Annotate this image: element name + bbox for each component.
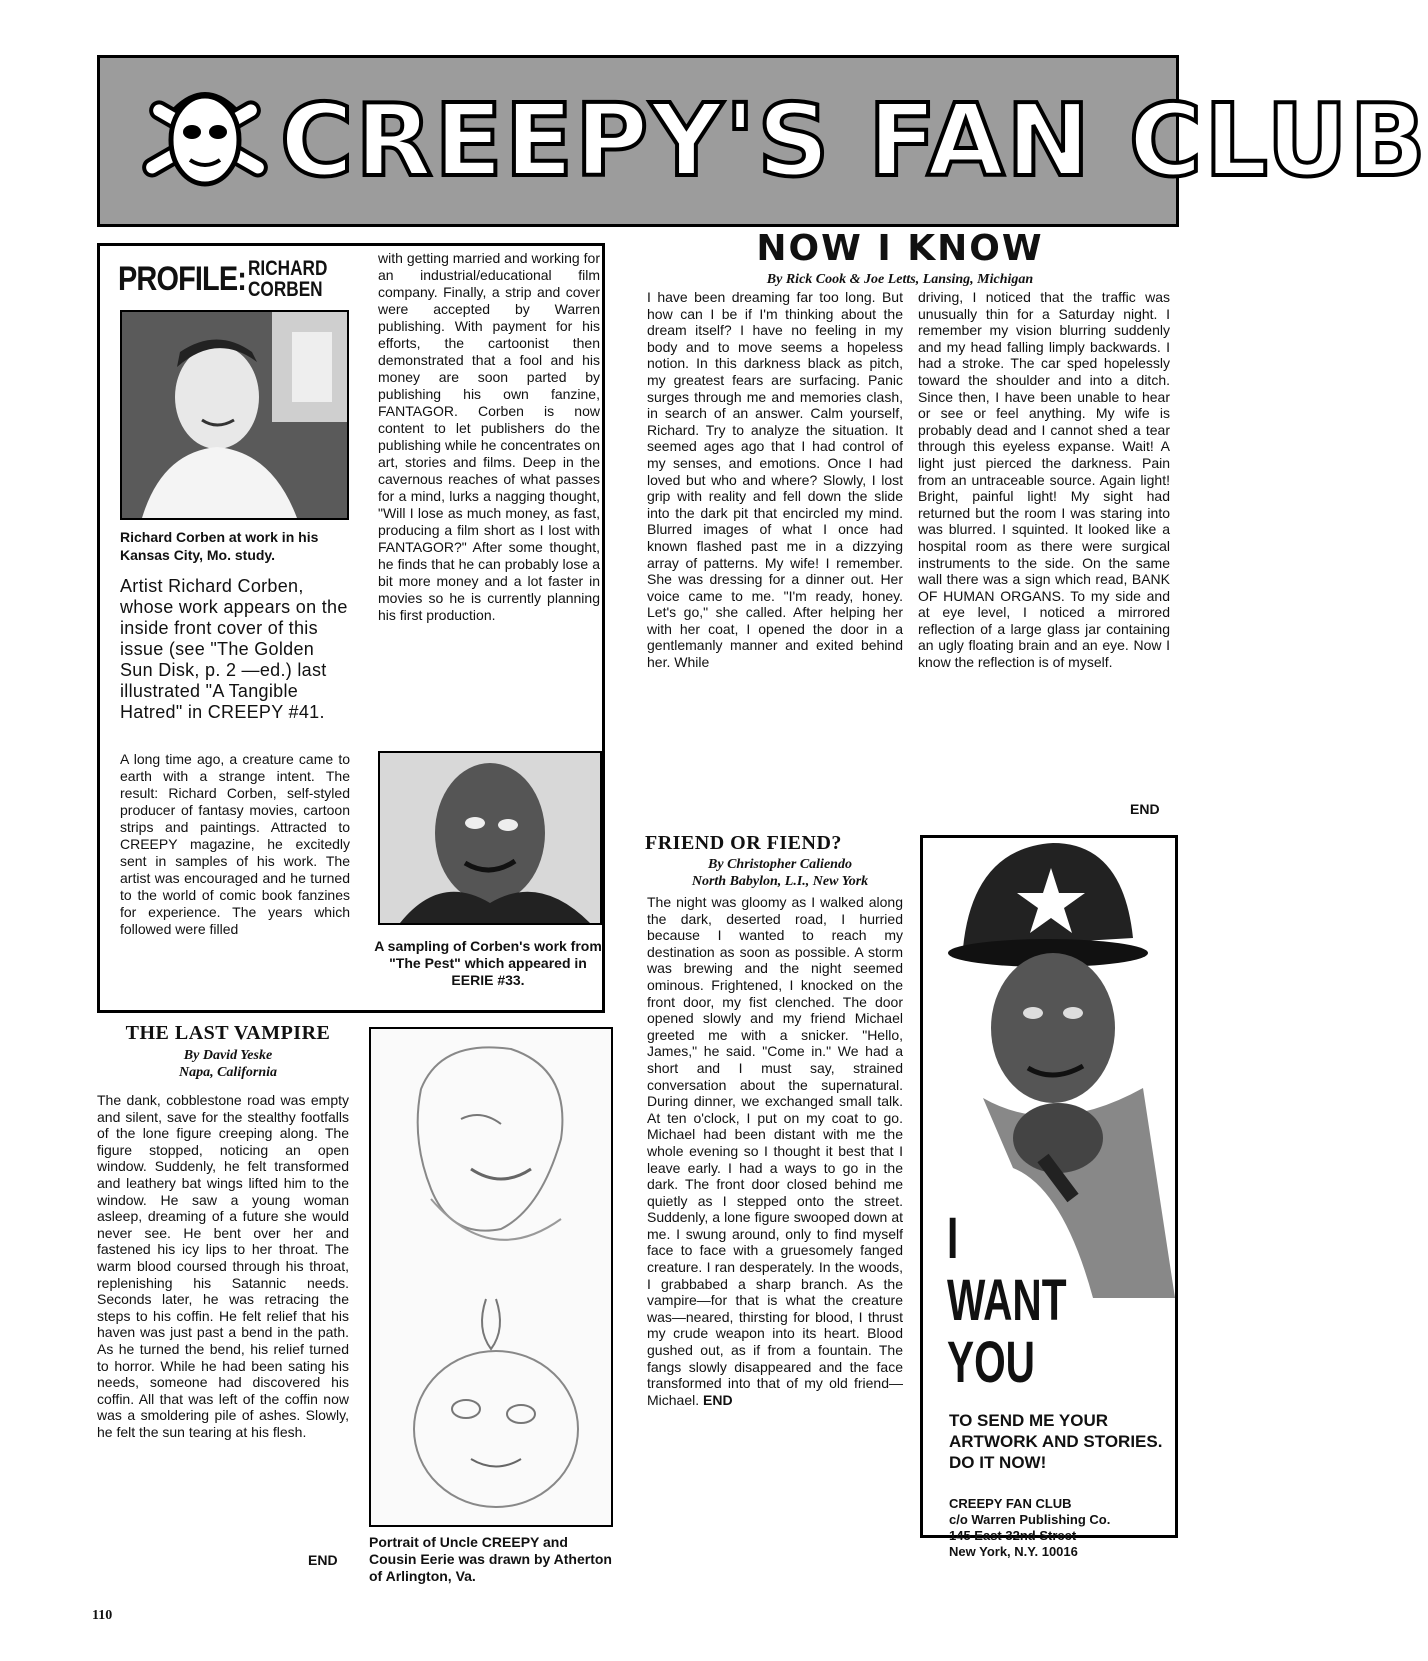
photo-caption: Richard Corben at work in his Kansas City, Mo. study. (120, 529, 319, 563)
last-vampire-place: Napa, California (178, 1065, 277, 1080)
last-vampire-body: The dank, cobblestone road was empty and silent, save for the stealthy footfalls of the lone figure creeping along. The figure stopped, noticing an open window. Suddenly, he felt transformed and leathery bat wings lifted him to the window. He saw a young woman asleep, dreaming of a future she would never see. He bent over her and fastened his icy lips to her throat. The warm blood coursed through his throat, replenishing his Satannic needs. Seconds later, he was retracing the steps to his coffin. He felt relief that his haven was just past a bend in the path. As he turned the bend, his relief turned to horror. While he had been sating his needs, someone had discovered his coffin. All that was left of the coffin now was a smoldering pile of ashes. Slowly, he felt the sun tearing at his flesh. (97, 1092, 349, 1440)
ad-address: CREEPY FAN CLUB c/o Warren Publishing Co. 145 East 32nd Street New York, N.Y. 10016 (949, 1496, 1111, 1559)
friend-or-fiend-author: By Christopher Caliendo (708, 857, 852, 872)
profile-box (97, 243, 605, 1013)
friend-or-fiend-end: END (703, 1391, 733, 1408)
profile-body-col2: with getting married and working for an industrial/educational film company. Finally, a strip and cover were accepted by Warren publishing. With payment for his efforts, the cartoonist then demonstrated that a fool and his money are soon parted by publishing his own fanzine, FANTAGOR. Corben is now content to let publishers do the publishing while he concentrates on art, stories and films. Deep in the cavernous reaches of what passes for a mind, lurks a nagging thought, "Will I lose as much money, as fast, producing a film short as I lost with FANTAGOR?" After some thought, he finds that he can probably lose a bit more money and a lot faster in movies so he is currently planning his first production. (378, 250, 600, 623)
last-vampire-byline (97, 1047, 359, 1081)
skull-crossbones-icon (130, 70, 280, 220)
page-number: 110 (92, 1608, 113, 1623)
last-vampire-end: END (308, 1552, 338, 1568)
now-i-know-byline: By Rick Cook & Joe Letts, Lansing, Michigan (766, 272, 1034, 287)
last-vampire-author: By David Yeske (183, 1048, 273, 1063)
friend-or-fiend-byline (645, 856, 915, 890)
now-i-know-end: END (1130, 801, 1160, 817)
friend-or-fiend-body (647, 894, 903, 1408)
i-want-you-ad (920, 835, 1178, 1559)
banner (97, 55, 1428, 227)
now-i-know-title: NOW I KNOW (756, 228, 1044, 269)
corben-photo (120, 310, 349, 520)
pest-artwork (378, 751, 602, 925)
uncle-creepy-portrait-sketch (369, 1027, 613, 1527)
friend-or-fiend-title: FRIEND OR FIEND? (645, 832, 842, 854)
pest-caption: A sampling of Corben's work from "The Pest" which appeared in EERIE #33. (374, 938, 602, 988)
banner-title: CREEPY'S FAN CLUB (280, 82, 1428, 199)
friend-or-fiend-place: North Babylon, L.I., New York (691, 874, 869, 889)
ad-headline: I WANT YOU (947, 1206, 1067, 1395)
last-vampire-title: THE LAST VAMPIRE (125, 1022, 331, 1044)
now-i-know-col1: I have been dreaming far too long. But how can I be if I'm thinking about the dream itself? I have no feeling in my body and to move seems a hopeless notion. In this darkness black as pitch, my greatest fears are surfacing. Panic surges through me and memories clash, in search of an answer. Calm yourself, Richard. Try to analyze the situation. It seemed ages ago that I had control of my senses, and emotions. Once I had loved but who and where? Slowly, I lost grip with reality and fell down the slide into the dark pit that encircled my mind. Blurred images of what I once had known flashed past me in a dizzying array of patterns. My wife! I remember. She was dressing for a dinner out. Her voice came to me. "I'm ready, honey. Let's go," she called. After helping her with her coat, I opened the door in a gentlemanly manner and exited behind her. While (647, 289, 903, 671)
friend-or-fiend-text: The night was gloomy as I walked along the dark, deserted road, I hurried because I wanted to reach my destination as soon as possible. A storm was brewing and the night seemed ominous. Frightened, I knocked on the front door, my fist clenched. The door opened slowly and my friend Michael greeted me with a snicker. "Hello, James," he said. "Come in." We had a short and I must say, strained conversation about the supernatural. During dinner, we exchanged small talk. At ten o'clock, I put on my coat to go. Michael had been distant with me the whole evening so I thought it best that I leave early. I had a ways to go in the dark. The front door closed behind me quietly as I stepped onto the street. Suddenly, a lone figure swooped down at me. I swung around, only to find myself face to face with a gruesomely fanged creature. I ran desperately. In the woods, I grabbabed a sharp branch. As the vampire—for that is what the creature was—neared, thirsting for blood, I thrust my crude weapon into its heart. Blood gushed out, as if from a fountain. The fangs slowly disappeared and the face transformed into that of my old friend—Michael. (647, 894, 903, 1408)
now-i-know-col2: driving, I noticed that the traffic was unusually thin for a Saturday night. I remember my vision blurring suddenly and my head falling limply backwards. I had a stroke. The car sped hopelessly toward the shoulder and into a ditch. Since then, I have been unable to hear or see or feel anything. My wife is probably dead and I cannot shed a tear through this eyeless expanse. Wait! A light just pierced the darkness. Pain from an untraceable source. Again light! Bright, painful light! My sight had returned but the room I was staring into was blurred. I squinted. It looked like a hospital room as there were surgical instruments to the side. On the same wall there was a sign which read, BANK OF HUMAN ORGANS. To my side and at eye level, I noticed a mirrored reflection of a large glass jar containing an ugly floating brain and an eye. Now I know the reflection is of myself. (918, 289, 1170, 671)
profile-name: RICHARD CORBEN (248, 257, 328, 301)
profile-body-col1: A long time ago, a creature came to earth with a strange intent. The result: Richard Corben, self-styled producer of fantasy movies, cartoon strips and paintings. Attracted to CREEPY magazine, he excitedly sent in samples of his work. The artist was encouraged and he turned to the world of comic book fanzines for experience. The years which followed were filled (120, 751, 350, 937)
ad-text: TO SEND ME YOUR ARTWORK AND STORIES. DO IT NOW! (949, 1411, 1163, 1472)
profile-heading: PROFILE: (118, 260, 247, 298)
profile-intro: Artist Richard Corben, whose work appears on the inside front cover of this issue (see "The Golden Sun Disk, p. 2 —ed.) last illustrated "A Tangible Hatred" in CREEPY #41. (120, 576, 348, 722)
sketch-caption: Portrait of Uncle CREEPY and Cousin Eerie was drawn by Atherton of Arlington, Va. (369, 1534, 612, 1584)
